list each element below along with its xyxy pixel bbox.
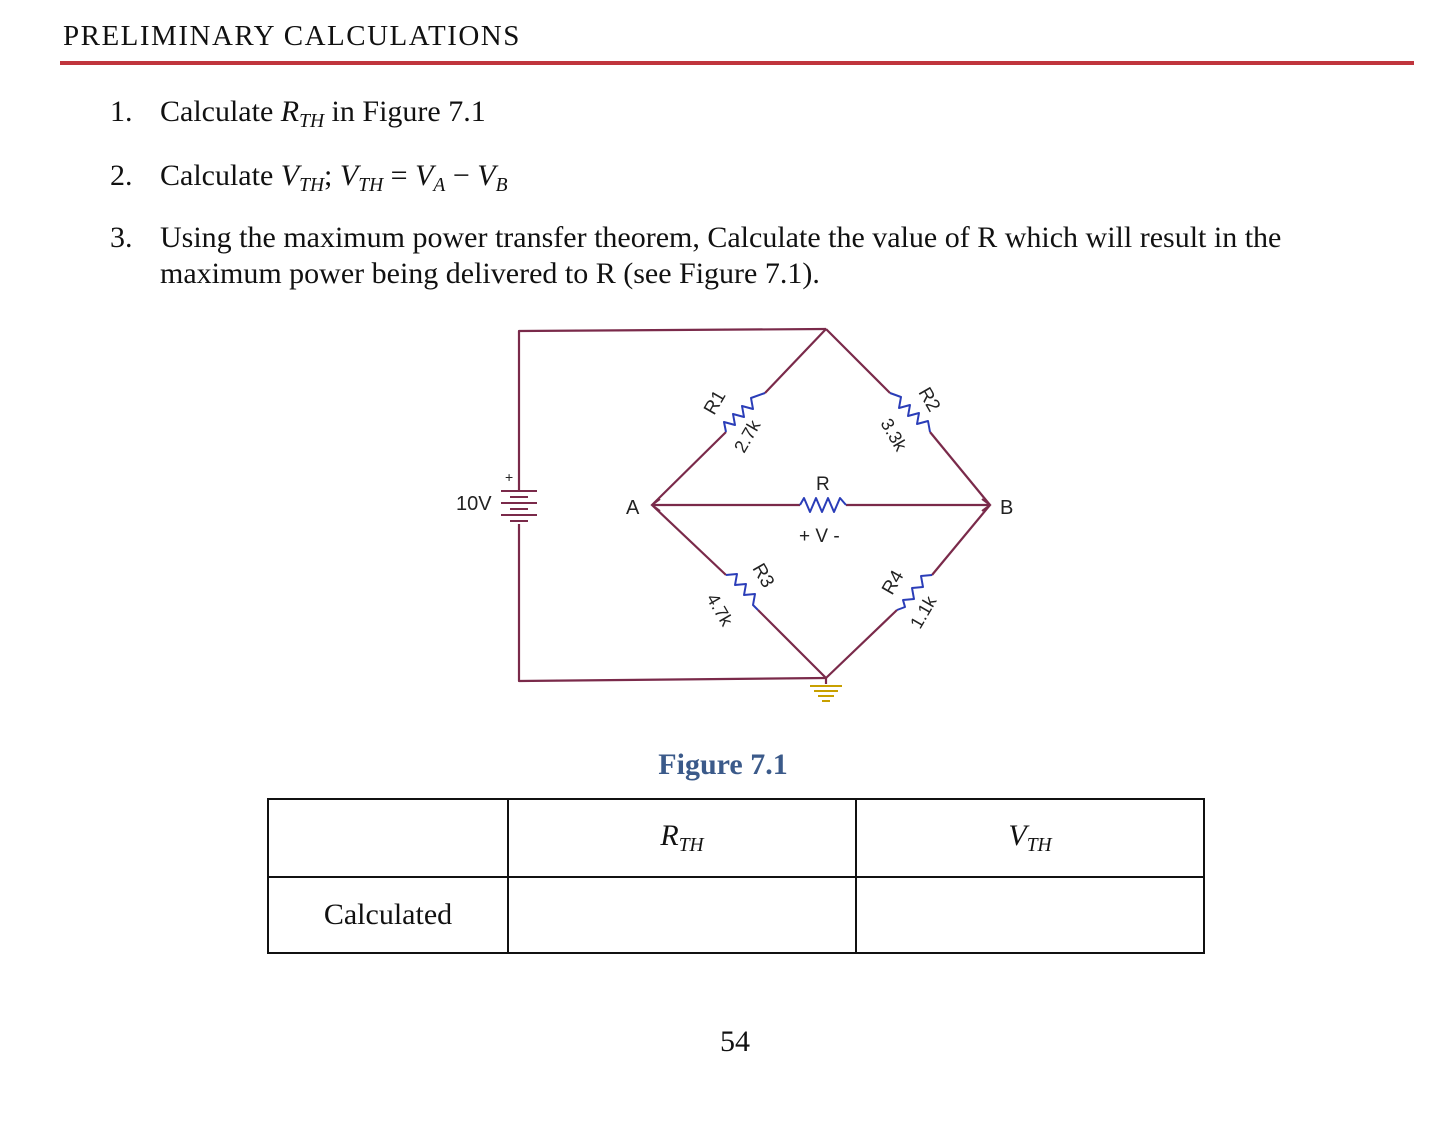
row-label-calculated: Calculated xyxy=(268,877,508,953)
wire-r1-top xyxy=(765,329,826,393)
resistor-r xyxy=(800,498,846,512)
calculated-rth-cell[interactable] xyxy=(508,877,856,953)
r3-value: 4.7k xyxy=(702,590,737,630)
r2-name: R2 xyxy=(913,384,945,416)
item-number: 1. xyxy=(110,95,133,128)
item-text: Using the maximum power transfer theorem, Calculate the value of R which will result in the maximum power being delivered to R (see Figure 7.1). xyxy=(160,221,1282,290)
source-label: 10V xyxy=(456,493,492,515)
calculated-vth-cell[interactable] xyxy=(856,877,1204,953)
r1-value: 2.7k xyxy=(730,416,765,456)
figure-caption: Figure 7.1 xyxy=(658,748,788,781)
page-number: 54 xyxy=(720,1025,750,1058)
section-heading: PRELIMINARY CALCULATIONS xyxy=(63,20,521,52)
wire-a-r1 xyxy=(652,432,726,505)
wire-top-r2 xyxy=(826,329,890,393)
wire-bottom xyxy=(519,524,826,681)
header-cell-vth: $V_{TH}$ xyxy=(856,799,1204,877)
node-b-label: B xyxy=(1000,497,1014,519)
resistor-r-label: R xyxy=(816,474,830,495)
r4-value: 1.1k xyxy=(906,592,941,632)
r1-name: R1 xyxy=(700,386,731,419)
source-plus: + xyxy=(505,469,514,485)
wire-b-r4 xyxy=(932,505,990,575)
item-text: Calculate $R_{TH}$ in Figure 7.1 xyxy=(160,95,486,132)
ground-symbol xyxy=(810,686,842,701)
item-text: Calculate $V_{TH}$; $V_{TH} = V_A - V_B$ xyxy=(160,159,508,196)
table-row xyxy=(268,877,1204,953)
wire-r4-bot xyxy=(826,610,897,678)
item-number: 3. xyxy=(110,221,133,254)
wire-a-r3 xyxy=(652,505,726,575)
table-header-row xyxy=(268,799,1204,877)
header-cell-rth: $R_{TH}$ xyxy=(508,799,856,877)
header-cell-empty xyxy=(268,799,508,877)
results-table xyxy=(267,798,1205,954)
r2-value: 3.3k xyxy=(876,415,911,455)
wire-r3-bot xyxy=(758,610,826,678)
wire-top xyxy=(519,329,826,490)
polarity-label: + V - xyxy=(799,526,840,547)
wire-r2-b xyxy=(930,432,990,505)
item-number: 2. xyxy=(110,159,133,192)
r3-name: R3 xyxy=(747,560,779,592)
node-a-label: A xyxy=(626,497,640,519)
r4-name: R4 xyxy=(878,566,909,599)
